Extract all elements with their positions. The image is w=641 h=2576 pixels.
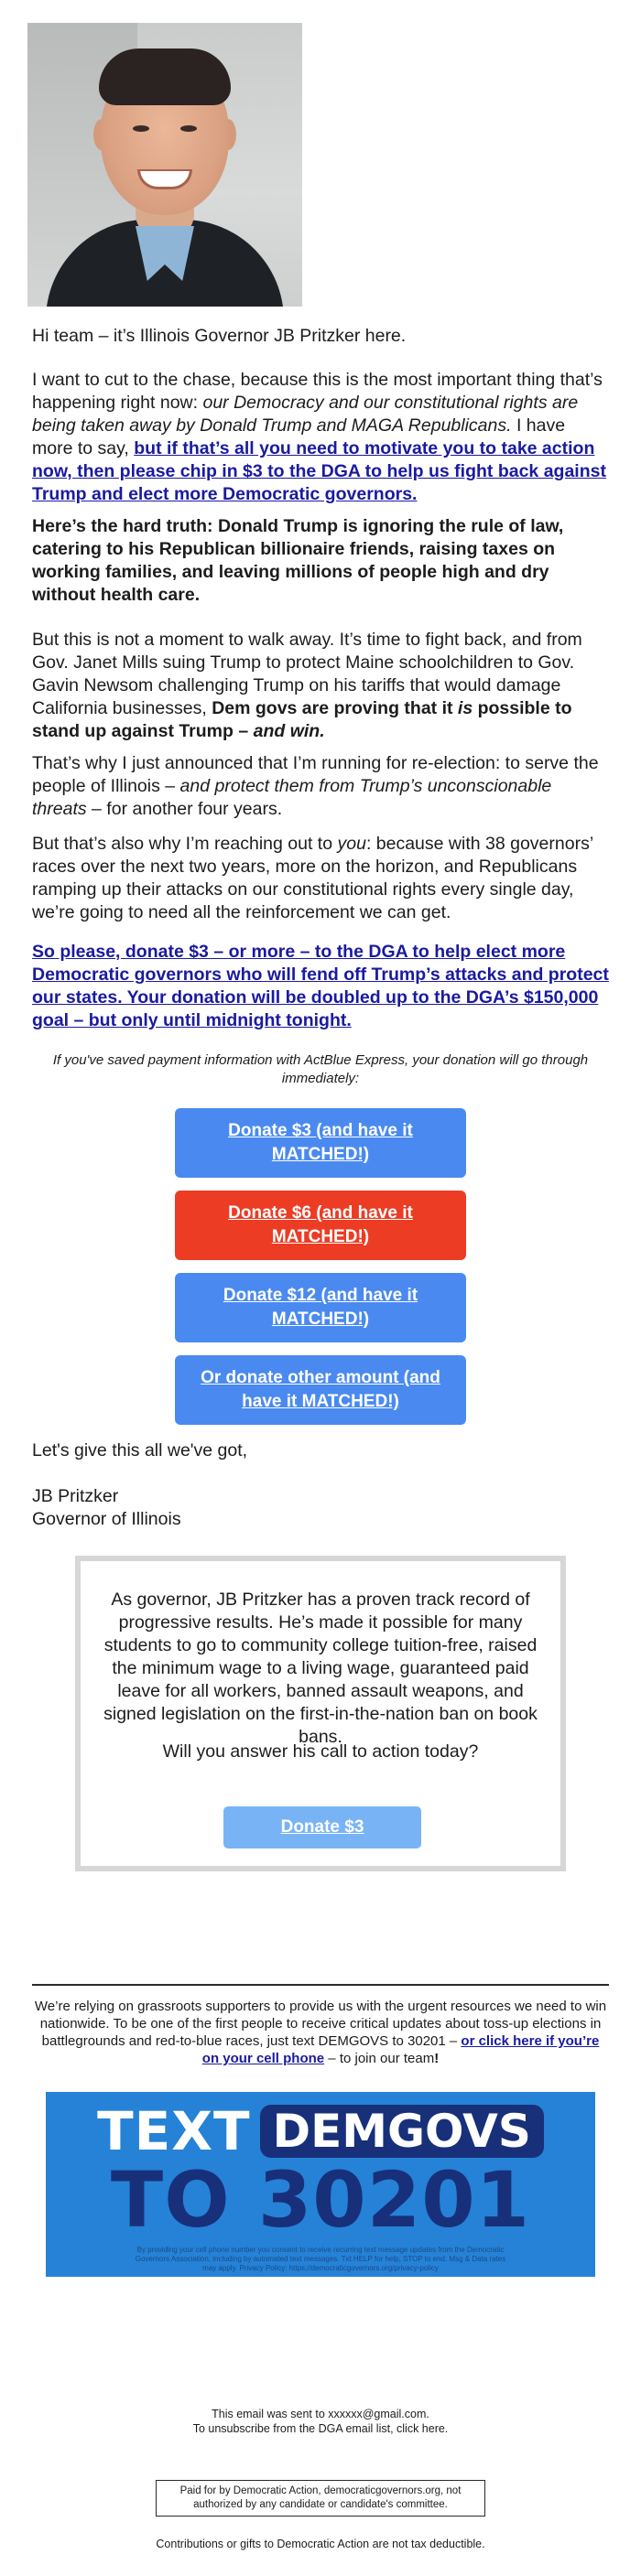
banner-keyword: DEMGOVS — [260, 2105, 544, 2158]
donate-6-button[interactable]: Donate $6 (and have it MATCHED!) — [175, 1191, 466, 1260]
tax-disclaimer: Contributions or gifts to Democratic Action are not tax deductible. — [156, 2538, 485, 2550]
section-divider — [32, 1984, 609, 1986]
cell-phone-link[interactable]: or click here if you’re on your cell phone — [201, 2033, 600, 2066]
paragraph-2: Here’s the hard truth: Donald Trump is ignoring the rule of law, catering to his Republican billionaire friends, raising taxes on working families, and leaving millions of people high and dry without health care. — [32, 516, 564, 605]
banner-fine-print: By providing your cell phone number you consent to receive recurring text message updates from the Democratic Governors Association, including by automated text messages. Txt HELP for help, STOP to end. Msg & Data rates may apply. Privacy Policy: https://democraticgovernors.org/privacy-policy — [135, 2246, 506, 2272]
banner-text-word: TEXT — [97, 2100, 251, 2162]
callout-text: As governor, JB Pritzker has a proven track record of progressive results. He’s made it possible for many students to go to community college tuition-free, raised the minimum wage to a living wage, guaranteed paid leave for all workers, banned assault weapons, and signed legislation on the first-in-the-nation ban on book bans. — [103, 1590, 538, 1747]
greeting: Hi team – it’s Illinois Governor JB Pritzker here. — [32, 326, 407, 346]
paragraph-3: But this is not a moment to walk away. It’s time to fight back, and from Gov. Janet Mills suing Trump to protect Maine schoolchildren to Gov. Gavin Newsom challenging Trump on his tariffs that would damage California businesses, Dem govs are proving that it is possible to stand up against Trump – and win. — [32, 630, 582, 741]
unsubscribe-link[interactable]: To unsubscribe from the DGA email list, click here. — [192, 2422, 449, 2435]
paragraph-5: But that’s also why I’m reaching out to you: because with 38 governors’ races over the next two years, more on the horizon, and Republicans ramping up their attacks on our constitutional rights every single day, we’re going to need all the reinforcement we can get. — [32, 834, 593, 922]
record-callout-box — [75, 1556, 566, 1871]
paragraph-4: That’s why I just announced that I’m running for re-election: to serve the people of Illinois – and protect them from Trump’s unconscionable threats – for another four years. — [32, 753, 599, 819]
chip-in-link[interactable]: but if that’s all you need to motivate you to take action now, then please chip in $3 to the DGA to help us fight back against Trump and elect more Democratic governors. — [32, 438, 606, 504]
actblue-note: If you've saved payment information with ActBlue Express, your donation will go through immediately: — [52, 1052, 589, 1086]
callout-question: Will you answer his call to action today? — [162, 1741, 479, 1762]
paragraph-6 — [32, 941, 609, 1032]
signoff — [32, 1439, 609, 1531]
footer-sent — [32, 2407, 609, 2436]
callout-donate-button[interactable]: Donate $3 — [223, 1806, 421, 1848]
grassroots-text: We’re relying on grassroots supporters to provide us with the urgent resources we need to win nationwide. To be one of the first people to receive critical updates about toss-up elections in battlegrounds and red-to-blue races, just text DEMGOVS to 30201 – or click here if you’re on your cell phone – to join our team! — [34, 1999, 607, 2066]
text-demgovs-banner[interactable] — [46, 2092, 595, 2277]
sent-to-line: This email was sent to xxxxxx@gmail.com. — [212, 2408, 429, 2420]
paid-for-disclaimer: Paid for by Democratic Action, democraticgovernors.org, not authorized by any candidate or candidate's committee. — [156, 2480, 485, 2517]
signer-name: JB Pritzker — [32, 1486, 119, 1506]
closing-line: Let's give this all we've got, — [32, 1440, 248, 1460]
donate-12-button[interactable]: Donate $12 (and have it MATCHED!) — [175, 1273, 466, 1342]
donate-other-button[interactable]: Or donate other amount (and have it MATCHED!) — [175, 1355, 466, 1425]
donate-match-link[interactable]: So please, donate $3 – or more – to the DGA to help elect more Democratic governors who will fend off Trump’s attacks and protect our states. Your donation will be doubled up to the DGA’s $150,000 goal – but only until midnight tonight. — [32, 942, 609, 1030]
donate-3-button[interactable]: Donate $3 (and have it MATCHED!) — [175, 1108, 466, 1178]
signer-title: Governor of Illinois — [32, 1509, 181, 1529]
paragraph-1: I want to cut to the chase, because this is the most important thing that’s happening right now: our Democracy and our constitutional rights are being taken away by Donald Trump and MAGA Republicans. I have more to say, but if that’s all you need to motivate you to take action now, then please chip in $3 to the DGA to help us fight back against Trump and elect more Democratic governors. — [32, 370, 606, 504]
governor-photo — [27, 23, 302, 307]
banner-number: TO 30201 — [110, 2155, 531, 2245]
